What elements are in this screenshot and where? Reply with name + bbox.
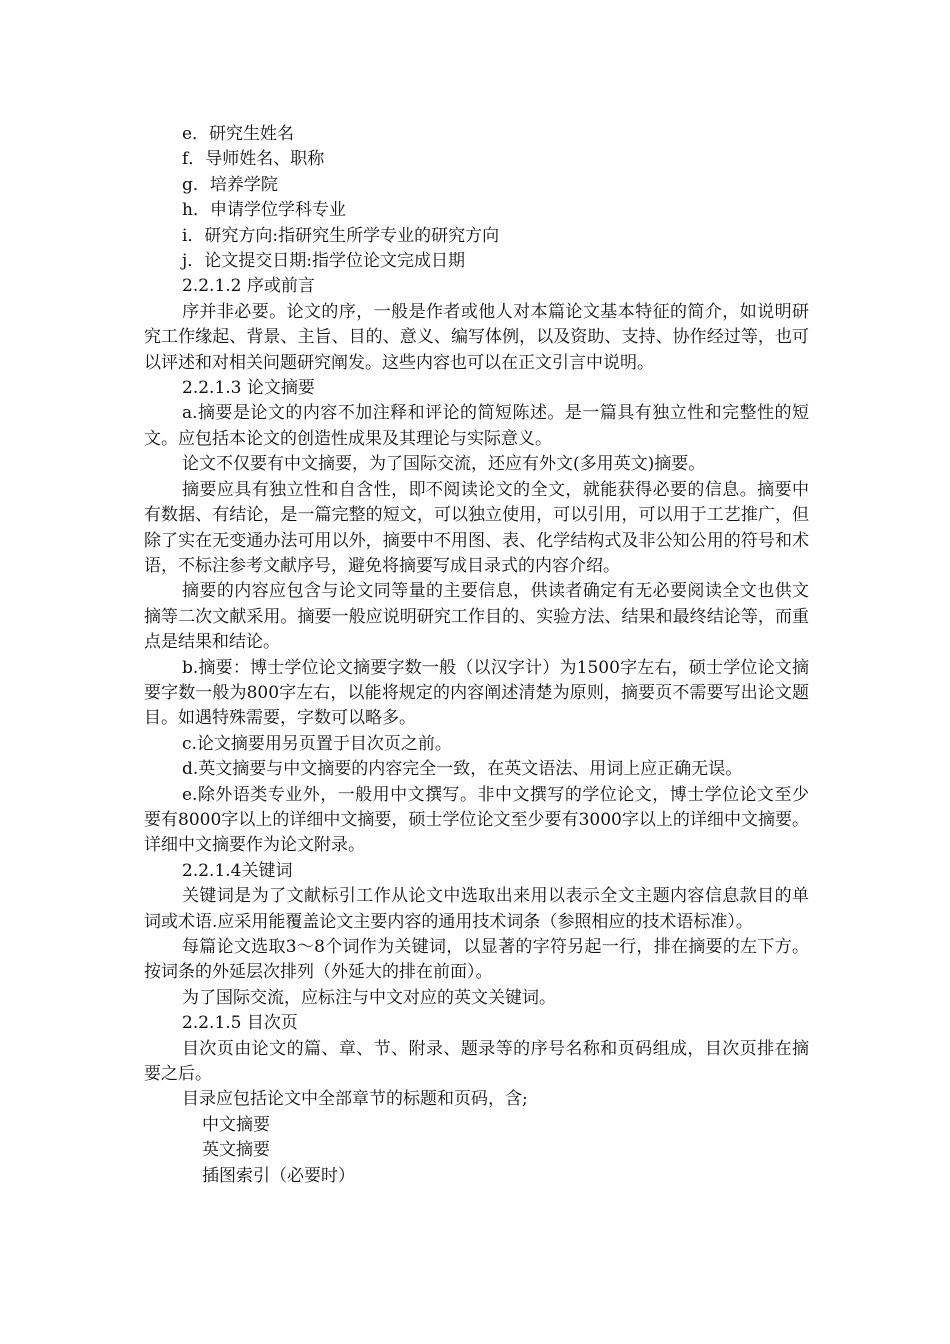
paragraph-preface: 序并非必要。论文的序，一般是作者或他人对本篇论文基本特征的简介，如说明研究工作缘起、背景、主旨、目的、意义、编写体例，以及资助、支持、协作经过等，也可以评述和对相关问题研究阐发。这些内容也可以在正文引言中说明。 <box>144 301 809 373</box>
section-heading-abstract: 2.2.1.3 论文摘要 <box>182 378 315 399</box>
paragraph-abstract-d: d.英文摘要与中文摘要的内容完全一致，在英文语法、用词上应正确无误。 <box>182 759 743 780</box>
document-page <box>144 122 809 1189</box>
paragraph-toc-2: 目录应包括论文中全部章节的标题和页码，含; <box>182 1089 528 1110</box>
paragraph-abstract-c: c.论文摘要用另页置于目次页之前。 <box>182 733 452 754</box>
paragraph-abstract-independent: 摘要应具有独立性和自含性，即不阅读论文的全文，就能获得必要的信息。摘要中有数据、有结论，是一篇完整的短文，可以独立使用，可以引用，可以用于工艺推广，但除了实在无变通办法可用以外，摘要中不用图、表、化学结构式及非公知公用的符号和术语，不标注参考文献序号，避免将摘要写成目录式的内容介绍。 <box>144 479 809 576</box>
paragraph-keywords-2: 每篇论文选取3～8个词作为关键词，以显著的字符另起一行，排在摘要的左下方。按词条的外延层次排列（外延大的排在前面）。 <box>144 937 809 983</box>
list-item: i．研究方向:指研究生所学专业的研究方向 <box>182 225 500 246</box>
section-heading-toc: 2.2.1.5 目次页 <box>182 1013 298 1034</box>
list-item: h．申请学位学科专业 <box>182 200 346 221</box>
paragraph-abstract-intl: 论文不仅要有中文摘要，为了国际交流，还应有外文(多用英文)摘要。 <box>182 454 706 475</box>
section-heading-preface: 2.2.1.2 序或前言 <box>182 276 315 297</box>
paragraph-toc-1: 目次页由论文的篇、章、节、附录、题录等的序号名称和页码组成，目次页排在摘要之后。 <box>144 1038 809 1085</box>
paragraph-abstract-b: b.摘要：博士学位论文摘要字数一般（以汉字计）为1500字左右，硕士学位论文摘要字数一般为800字左右，以能将规定的内容阐述清楚为原则，摘要页不需要写出论文题目。如遇特殊需要，字数可以略多。 <box>144 657 809 729</box>
paragraph-abstract-content: 摘要的内容应包含与论文同等量的主要信息，供读者确定有无必要阅读全文也供文摘等二次文献采用。摘要一般应说明研究工作目的、实验方法、结果和最终结论等，而重点是结果和结论。 <box>144 581 809 653</box>
paragraph-keywords-3: 为了国际交流，应标注与中文对应的英文关键词。 <box>182 987 556 1008</box>
list-item: f．导师姓名、职称 <box>182 149 325 170</box>
list-item: j．论文提交日期:指学位论文完成日期 <box>182 251 465 272</box>
paragraph-abstract-a: a.摘要是论文的内容不加注释和评论的简短陈述。是一篇具有独立性和完整性的短文。应包括本论文的创造性成果及其理论与实际意义。 <box>144 403 809 449</box>
toc-item: 英文摘要 <box>202 1140 270 1161</box>
list-item: g．培养学院 <box>182 174 278 195</box>
toc-item: 中文摘要 <box>202 1114 270 1135</box>
list-item: e．研究生姓名 <box>182 124 295 144</box>
paragraph-keywords-1: 关键词是为了文献标引工作从论文中选取出来用以表示全文主题内容信息款目的单词或术语.应采用能覆盖论文主要内容的通用技术词条（参照相应的技术语标准）。 <box>144 886 809 932</box>
paragraph-abstract-e: e.除外语类专业外，一般用中文撰写。非中文撰写的学位论文，博士学位论文至少要有8000字以上的详细中文摘要，硕士学位论文至少要有3000字以上的详细中文摘要。详细中文摘要作为论文附录。 <box>144 784 809 856</box>
toc-list <box>144 1113 809 1189</box>
section-heading-keywords: 2.2.1.4关键词 <box>182 860 293 881</box>
toc-item: 插图索引（必要时） <box>202 1165 355 1186</box>
